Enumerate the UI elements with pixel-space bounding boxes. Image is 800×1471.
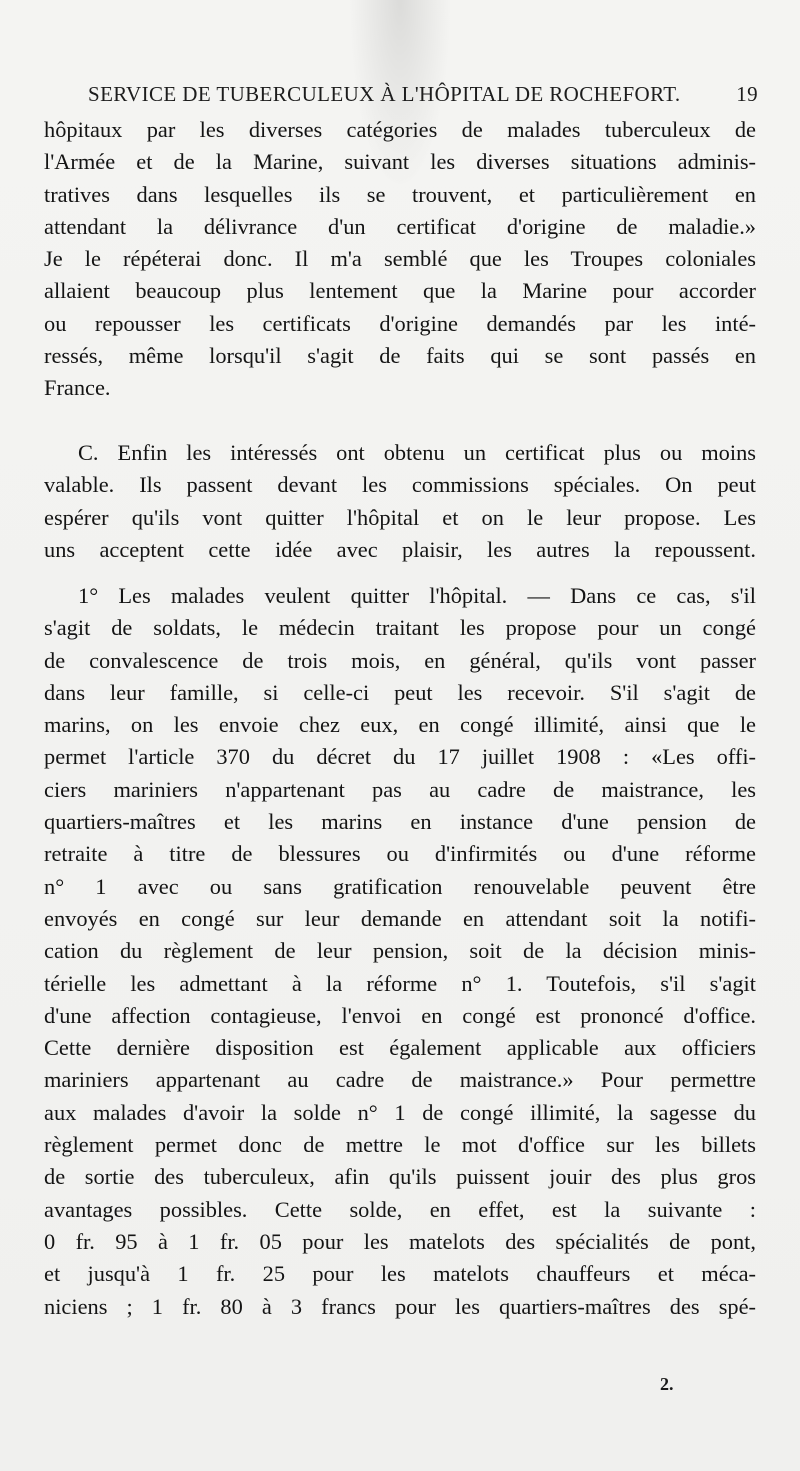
text-line: cation du règlement de leur pension, soit de la décision minis- [44, 938, 756, 964]
text-line: 1° Les malades veulent quitter l'hôpital. — Dans ce cas, s'il [78, 583, 756, 608]
text-line: valable. Ils passent devant les commissions spéciales. On peut [44, 472, 756, 498]
text-line: d'une affection contagieuse, l'envoi en congé est prononcé d'office. [44, 1002, 756, 1028]
text-line: espérer qu'ils vont quitter l'hôpital et on le leur propose. Les [44, 504, 756, 530]
text-line: retraite à titre de blessures ou d'infirmités ou d'une réforme [44, 841, 756, 867]
text-line: l'Armée et de la Marine, suivant les diverses situations adminis- [44, 149, 756, 175]
text-line: de convalescence de trois mois, en général, qu'ils vont passer [44, 647, 756, 673]
text-line: de sortie des tuberculeux, afin qu'ils puissent jouir des plus gros [44, 1164, 756, 1190]
text-line: mariniers appartenant au cadre de maistrance.» Pour permettre [44, 1067, 756, 1093]
text-line: règlement permet donc de mettre le mot d'office sur les billets [44, 1132, 756, 1158]
text-line: quartiers-maîtres et les marins en instance d'une pension de [44, 809, 756, 835]
running-title: SERVICE DE TUBERCULEUX À L'HÔPITAL DE ROCHEFORT. [88, 82, 681, 106]
text-line: attendant la délivrance d'un certificat d'origine de maladie.» [44, 213, 756, 239]
text-line: ressés, même lorsqu'il s'agit de faits qui se sont passés en [44, 343, 756, 369]
paragraph-1 [44, 580, 756, 1323]
text-line: et jusqu'à 1 fr. 25 pour les matelots chauffeurs et méca- [44, 1261, 756, 1287]
text-line: avantages possibles. Cette solde, en effet, est la suivante : [44, 1196, 756, 1222]
text-line: envoyés en congé sur leur demande en attendant soit la notifi- [44, 905, 756, 931]
text-line: tratives dans lesquelles ils se trouvent, et particulièrement en [44, 181, 756, 207]
page-number: 19 [736, 82, 758, 106]
text-line: Cette dernière disposition est également applicable aux officiers [44, 1035, 756, 1061]
text-line: ciers mariniers n'appartenant pas au cadre de maistrance, les [44, 776, 756, 802]
text-line: niciens ; 1 fr. 80 à 3 francs pour les quartiers-maîtres des spé- [44, 1293, 756, 1319]
text-line: C. Enfin les intéressés ont obtenu un certificat plus ou moins [78, 440, 756, 465]
text-line: n° 1 avec ou sans gratification renouvelable peuvent être [44, 873, 756, 899]
text-line: dans leur famille, si celle-ci peut les recevoir. S'il s'agit de [44, 679, 756, 705]
text-line: uns acceptent cette idée avec plaisir, les autres la repoussent. [44, 536, 756, 562]
text-line: marins, on les envoie chez eux, en congé illimité, ainsi que le [44, 712, 756, 738]
text-line: ou repousser les certificats d'origine demandés par les inté- [44, 310, 756, 336]
text-line: Je le répéterai donc. Il m'a semblé que les Troupes coloniales [44, 246, 756, 272]
text-line: France. [44, 375, 111, 401]
running-header [88, 82, 768, 116]
text-line: hôpitaux par les diverses catégories de malades tuberculeux de [44, 117, 756, 142]
text-line: permet l'article 370 du décret du 17 juillet 1908 : «Les offi- [44, 744, 756, 770]
text-line: 0 fr. 95 à 1 fr. 05 pour les matelots des spécialités de pont, [44, 1228, 756, 1254]
text-line: allaient beaucoup plus lentement que la Marine pour accorder [44, 278, 756, 304]
text-line: térielle les admettant à la réforme n° 1. Toutefois, s'il s'agit [44, 970, 756, 996]
paragraph-c [44, 437, 756, 566]
text-line: s'agit de soldats, le médecin traitant les propose pour un congé [44, 615, 756, 641]
text-line: aux malades d'avoir la solde n° 1 de congé illimité, la sagesse du [44, 1099, 756, 1125]
paragraph-continuation [44, 114, 756, 405]
signature-mark: 2. [660, 1374, 674, 1394]
